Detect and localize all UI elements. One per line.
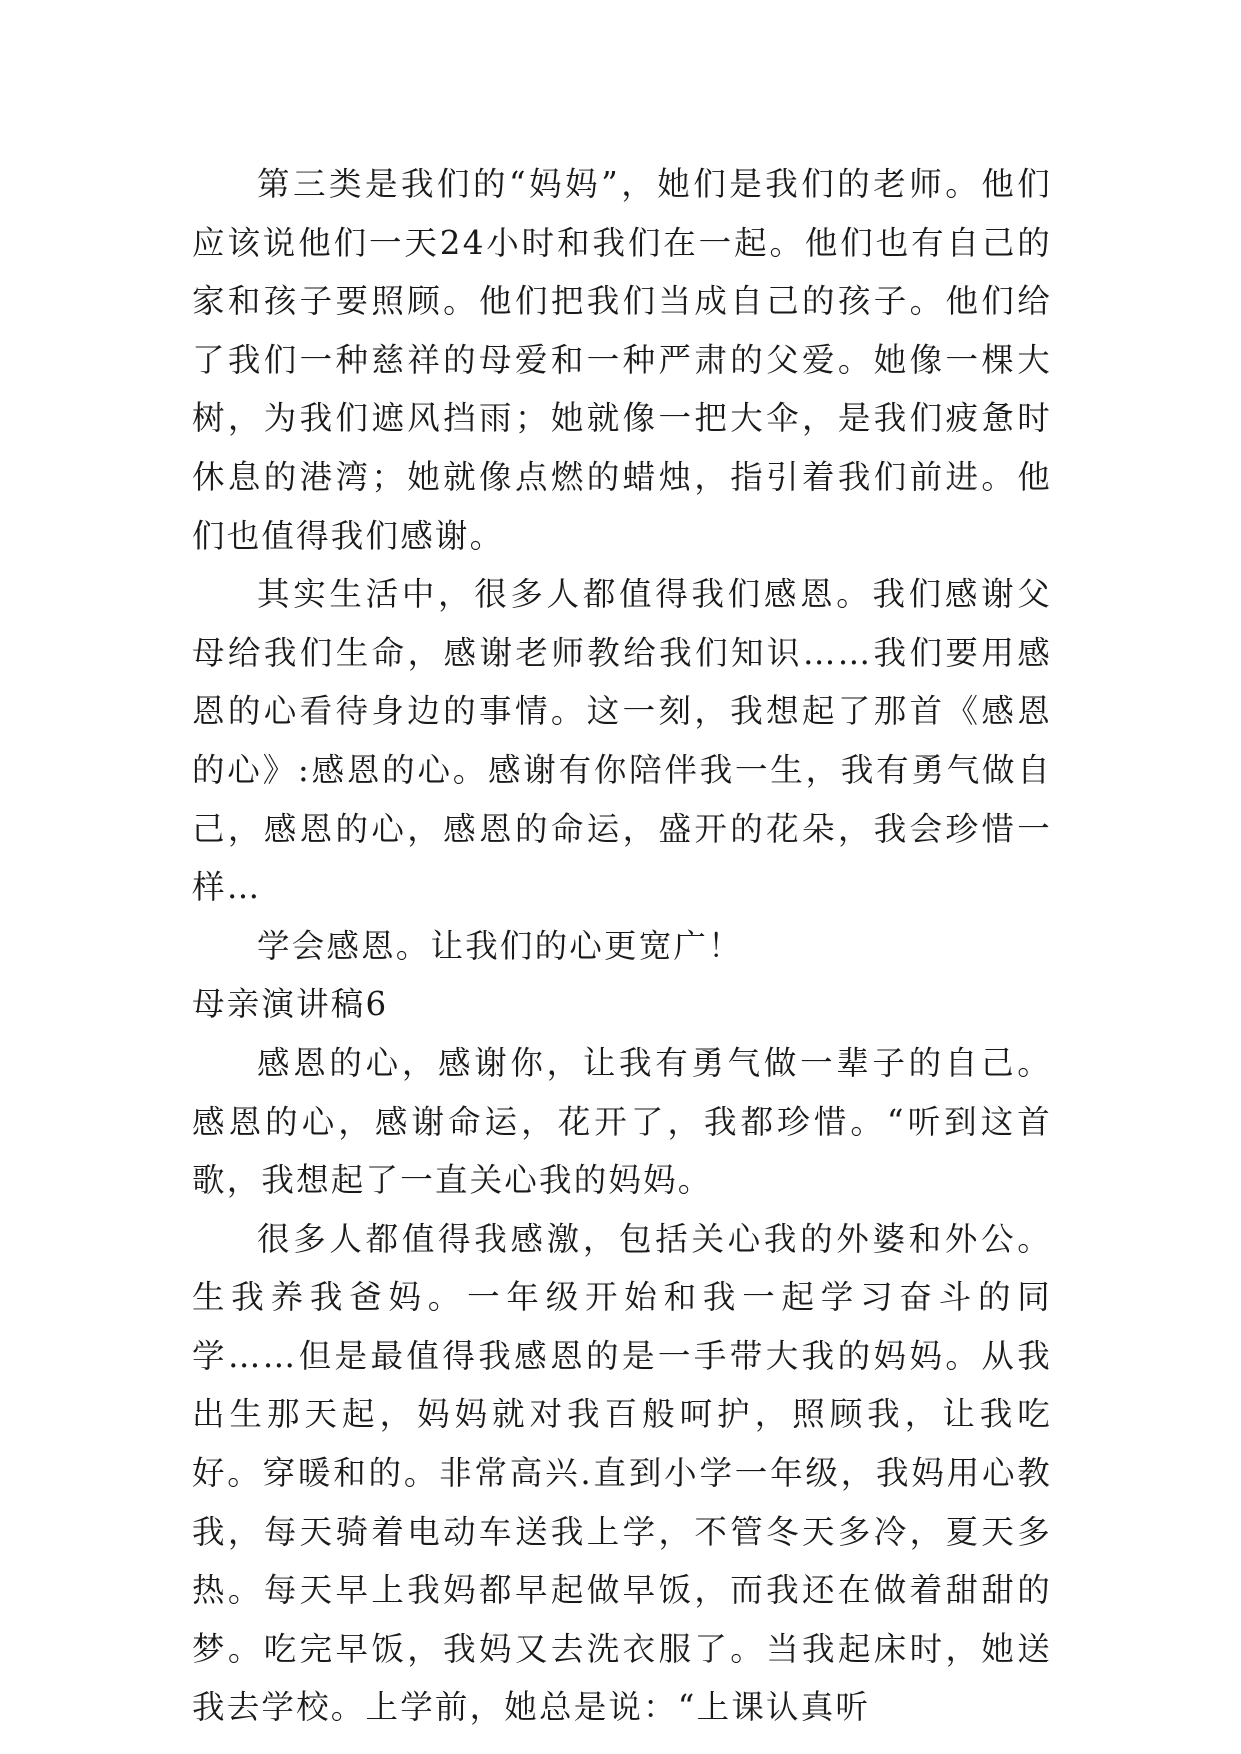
paragraph-grateful-heart-song: 感恩的心，感谢你，让我有勇气做一辈子的自己。感恩的心，感谢命运，花开了，我都珍惜。“听到这首歌，我想起了一直关心我的妈妈。 (192, 1043, 1052, 1200)
paragraph-learn-gratitude: 学会感恩。让我们的心更宽广！ (257, 926, 743, 965)
paragraph-teachers-as-mothers: 第三类是我们的“妈妈”，她们是我们的老师。他们应该说他们一天24小时和我们在一起。他们也有自己的家和孩子要照顾。他们把我们当成自己的孩子。他们给了我们一种慈祥的母爱和一种严肃的父爱。她像一棵大树，为我们遮风挡雨；她就像一把大伞，是我们疲惫时休息的港湾；她就像点燃的蜡烛，指引着我们前进。他们也值得我们感谢。 (192, 165, 1052, 555)
section-title: 母亲演讲稿6 (192, 985, 389, 1024)
paragraph-mother-care: 很多人都值得我感激，包括关心我的外婆和外公。生我养我爸妈。一年级开始和我一起学习奋斗的同学……但是最值得我感恩的是一手带大我的妈妈。从我出生那天起，妈妈就对我百般呵护，照顾我，让我吃好。穿暖和的。非常高兴.直到小学一年级，我妈用心教我，每天骑着电动车送我上学，不管冬天多冷，夏天多热。每天早上我妈都早起做早饭，而我还在做着甜甜的梦。吃完早饭，我妈又去洗衣服了。当我起床时，她送我去学校。上学前，她总是说：“上课认真听 (192, 1219, 1052, 1727)
document-body (192, 155, 1052, 1737)
paragraph-gratitude-in-life: 其实生活中，很多人都值得我们感恩。我们感谢父母给我们生命，感谢老师教给我们知识……我们要用感恩的心看待身边的事情。这一刻，我想起了那首《感恩的心》:感恩的心。感谢有你陪伴我一生，我有勇气做自己，感恩的心，感恩的命运，盛开的花朵，我会珍惜一样… (192, 575, 1052, 907)
